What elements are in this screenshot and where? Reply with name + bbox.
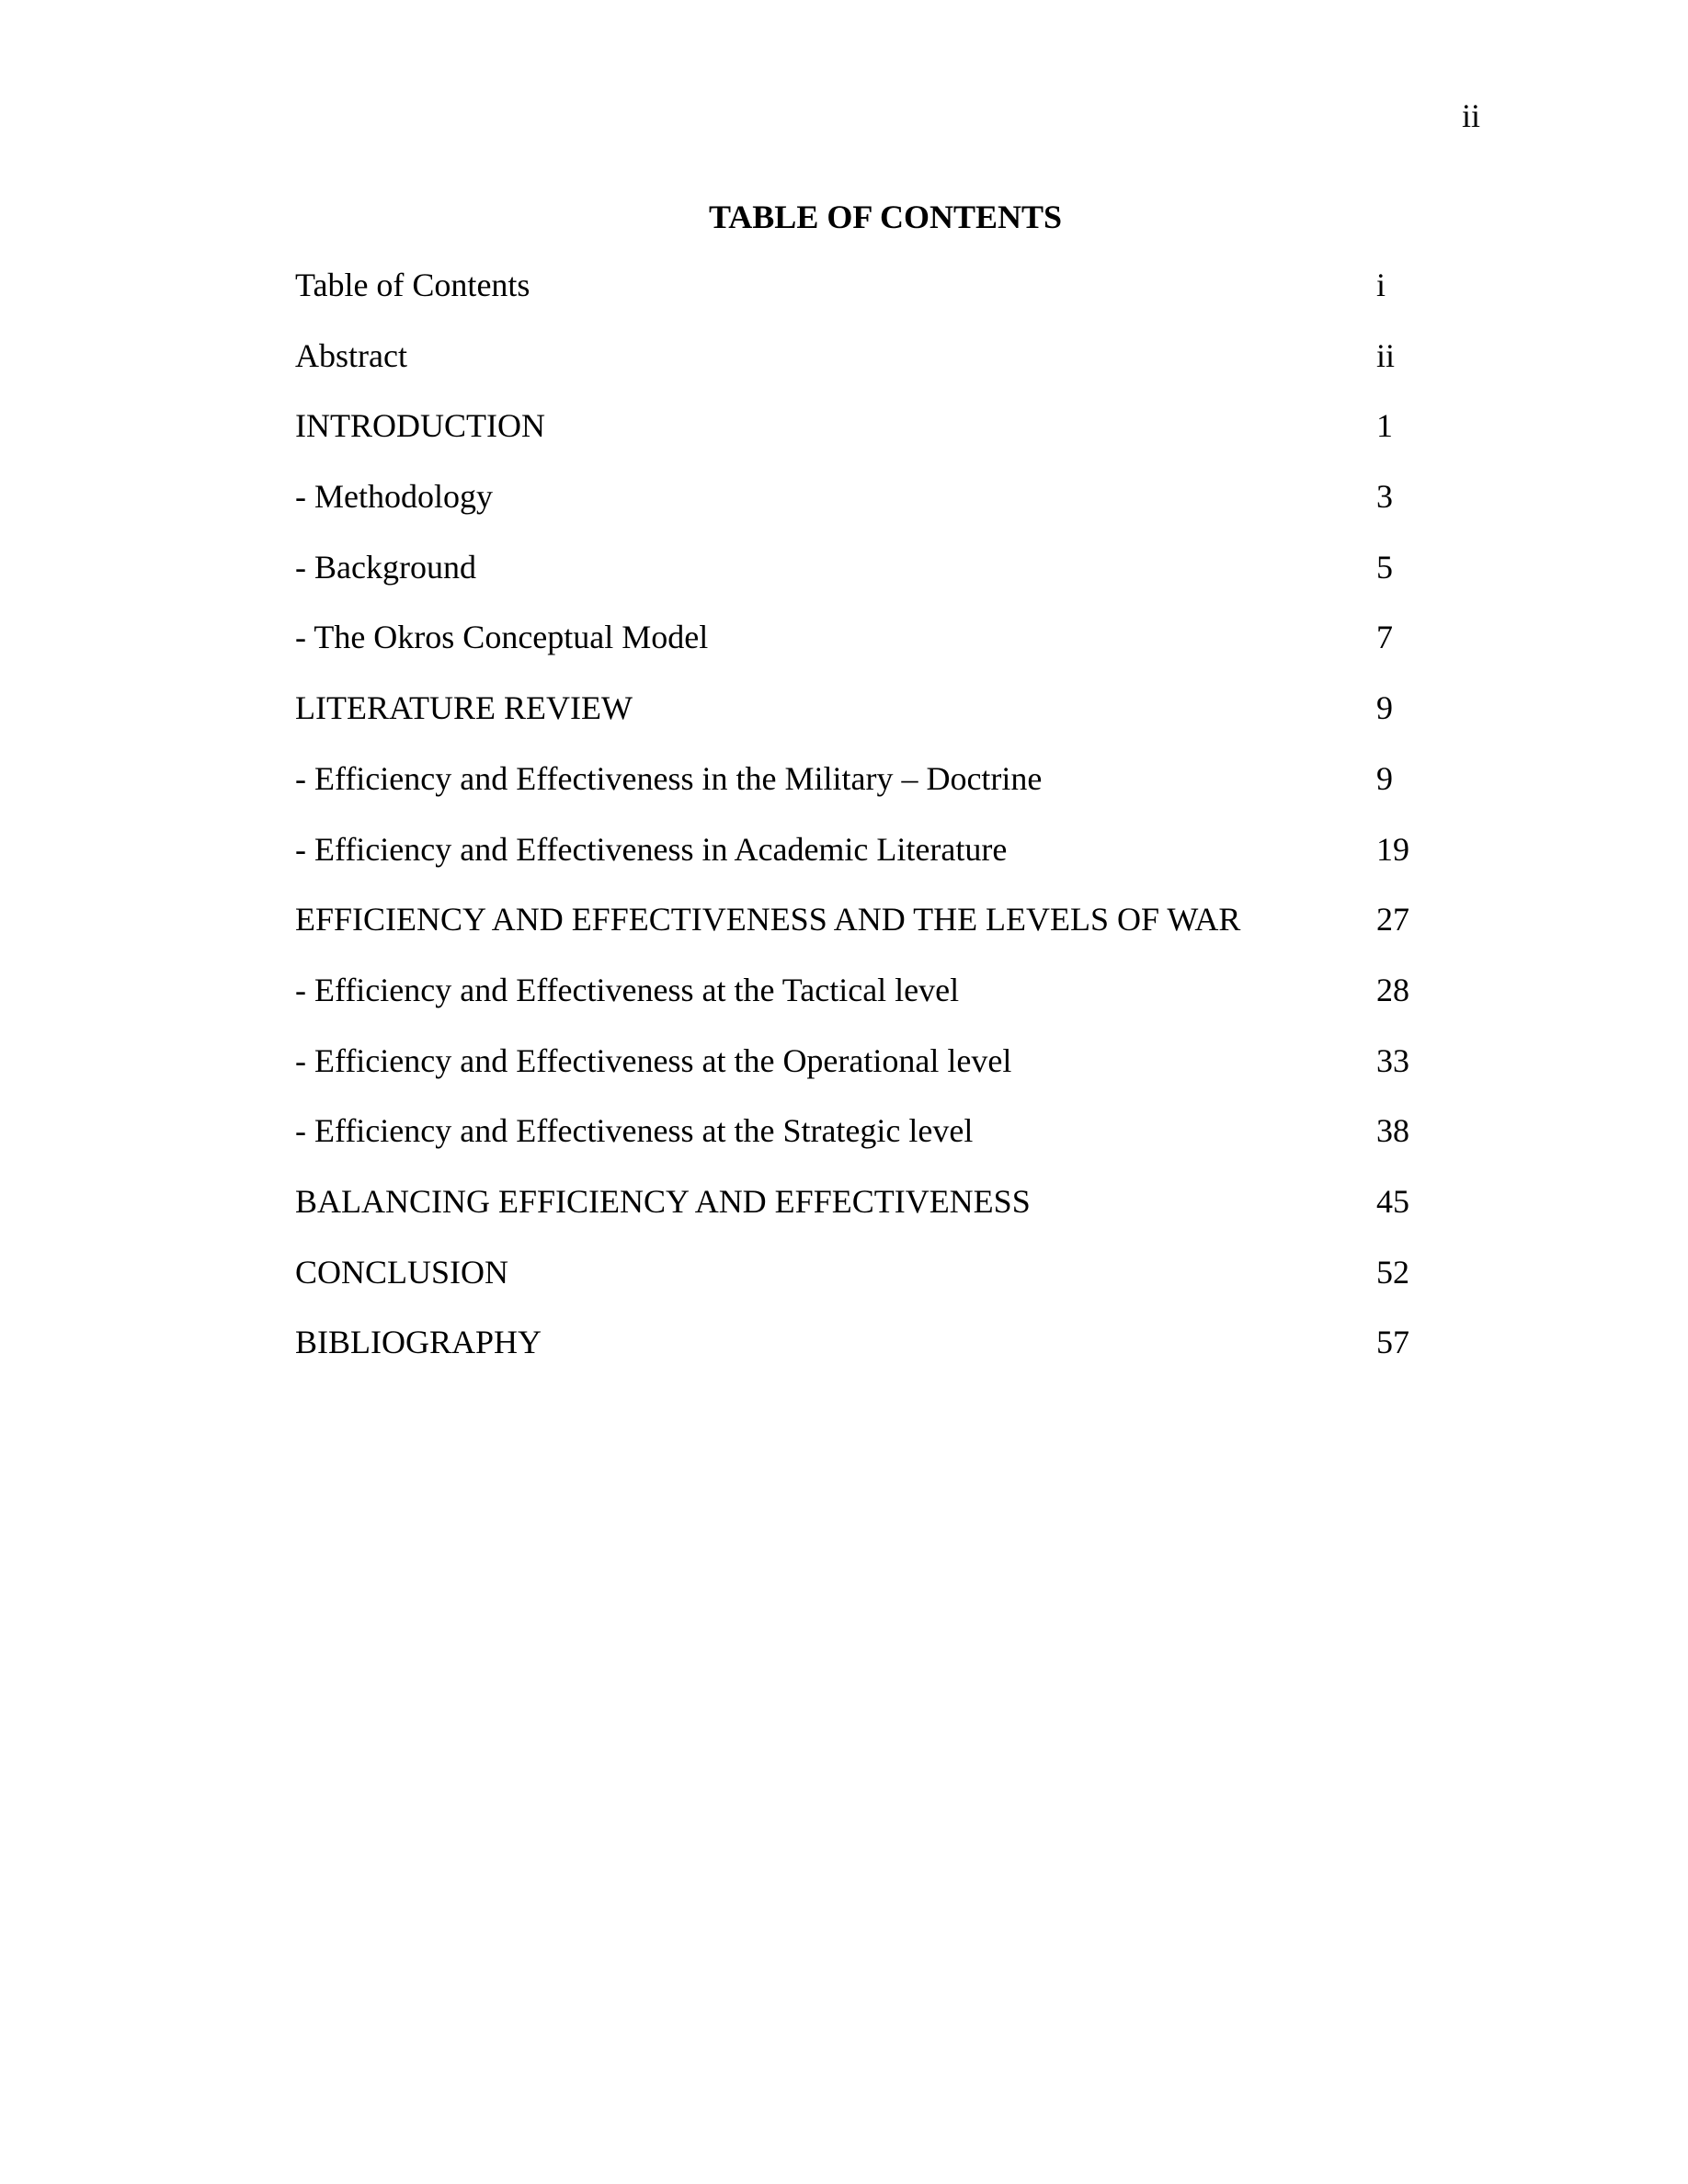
toc-entry-introduction — [295, 405, 1490, 476]
toc-entry-page: 1 — [1376, 407, 1393, 445]
toc-entry-literature-review — [295, 688, 1490, 758]
toc-entry-page: 5 — [1376, 548, 1393, 586]
toc-entry-page: ii — [1376, 336, 1396, 374]
toc-list — [295, 265, 1490, 1393]
toc-entry-page: i — [1376, 267, 1386, 303]
toc-entry-label: - Efficiency and Effectiveness in the Military – Doctrine — [295, 759, 1043, 797]
toc-entry-page: 3 — [1376, 478, 1393, 516]
toc-entry-strategic-level — [295, 1110, 1490, 1181]
toc-entry-page: 7 — [1376, 619, 1393, 656]
toc-entry-label: - Efficiency and Effectiveness in Academic Literature — [295, 830, 1008, 868]
toc-entry-balancing — [295, 1181, 1490, 1252]
toc-entry-page: 28 — [1376, 971, 1409, 1008]
toc-entry-academic-literature — [295, 829, 1490, 900]
toc-entry-methodology — [295, 476, 1490, 547]
toc-entry-label: CONCLUSION — [295, 1253, 509, 1291]
toc-entry-page: 19 — [1376, 830, 1409, 868]
toc-entry-page: 33 — [1376, 1041, 1409, 1079]
toc-entry-page: 9 — [1376, 759, 1393, 797]
toc-entry-page: 57 — [1376, 1324, 1409, 1361]
page-title: TABLE OF CONTENTS — [708, 199, 1063, 235]
toc-entry-label: BALANCING EFFICIENCY AND EFFECTIVENESS — [295, 1182, 1031, 1220]
toc-entry-label: - Efficiency and Effectiveness at the Strategic level — [295, 1112, 974, 1150]
toc-entry-label: BIBLIOGRAPHY — [295, 1324, 542, 1361]
toc-entry-label: EFFICIENCY AND EFFECTIVENESS AND THE LEVELS OF WAR — [295, 901, 1241, 938]
toc-entry-label: Table of Contents — [295, 267, 530, 303]
toc-entry-page: 27 — [1376, 901, 1409, 938]
page-number: ii — [1462, 97, 1481, 134]
toc-entry-page: 52 — [1376, 1253, 1409, 1291]
toc-entry-label: - Background — [295, 548, 476, 586]
toc-entry-label: - Efficiency and Effectiveness at the Operational level — [295, 1041, 1012, 1079]
toc-entry-background — [295, 547, 1490, 618]
toc-entry-okros-model — [295, 617, 1490, 688]
toc-entry-label: - Methodology — [295, 478, 493, 516]
toc-entry-label: - The Okros Conceptual Model — [295, 619, 709, 656]
toc-entry-operational-level — [295, 1041, 1490, 1111]
toc-entry-tactical-level — [295, 970, 1490, 1041]
toc-entry-label: - Efficiency and Effectiveness at the Tactical level — [295, 971, 960, 1008]
toc-entry-conclusion — [295, 1252, 1490, 1323]
toc-entry-label: INTRODUCTION — [295, 407, 545, 445]
toc-entry-military-doctrine — [295, 758, 1490, 829]
toc-entry-label: Abstract — [295, 336, 407, 374]
toc-entry-table-of-contents — [295, 265, 1490, 336]
toc-entry-levels-of-war — [295, 899, 1490, 970]
toc-entry-page: 9 — [1376, 689, 1393, 727]
toc-entry-page: 38 — [1376, 1112, 1409, 1150]
toc-entry-bibliography — [295, 1322, 1490, 1393]
toc-entry-page: 45 — [1376, 1182, 1409, 1220]
toc-entry-abstract — [295, 336, 1490, 406]
toc-entry-label: LITERATURE REVIEW — [295, 689, 633, 727]
